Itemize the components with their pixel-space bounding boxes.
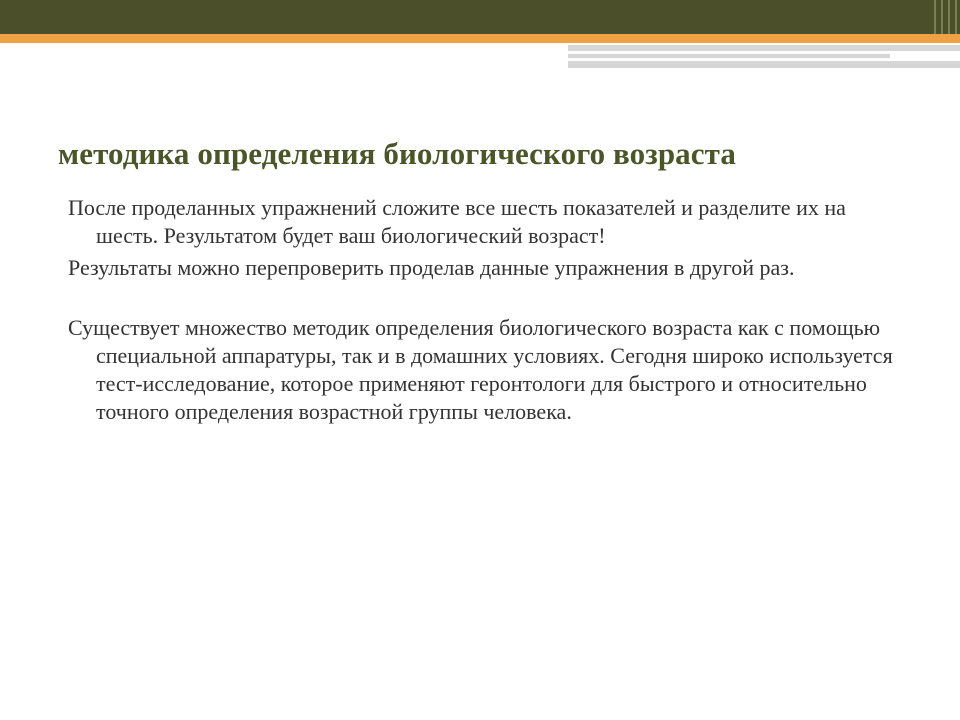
header-stripe-3 [948,0,950,34]
slide-body [68,194,908,426]
paragraph-recheck: Результаты можно перепроверить проделав данные упражнения в другой раз. [68,255,795,280]
header-grey-line-3 [568,61,960,68]
paragraph-sum-indicators: После проделанных упражнений сложите все шесть показателей и разделите их на шесть. Результатом будет ваш биологический возраст! [68,195,846,248]
header-stripe-1 [934,0,936,34]
header-grey-line-1 [568,45,960,51]
header-dark-band [0,0,960,34]
slide-title: методика определения биологического возраста [58,136,736,171]
header-orange-band [0,34,960,43]
header-grey-line-2 [568,54,890,58]
paragraph-methods: Существует множество методик определения биологического возраста как с помощью специальной аппаратуры, так и в домашних условиях. Сегодня широко используется тест-исследование, которое применяют геронтологи для быстрого и относительно точного определения возрастной группы человека. [68,315,893,424]
header-stripe-4 [955,0,957,34]
header-stripe-2 [941,0,943,34]
paragraph-spacer [68,282,908,314]
